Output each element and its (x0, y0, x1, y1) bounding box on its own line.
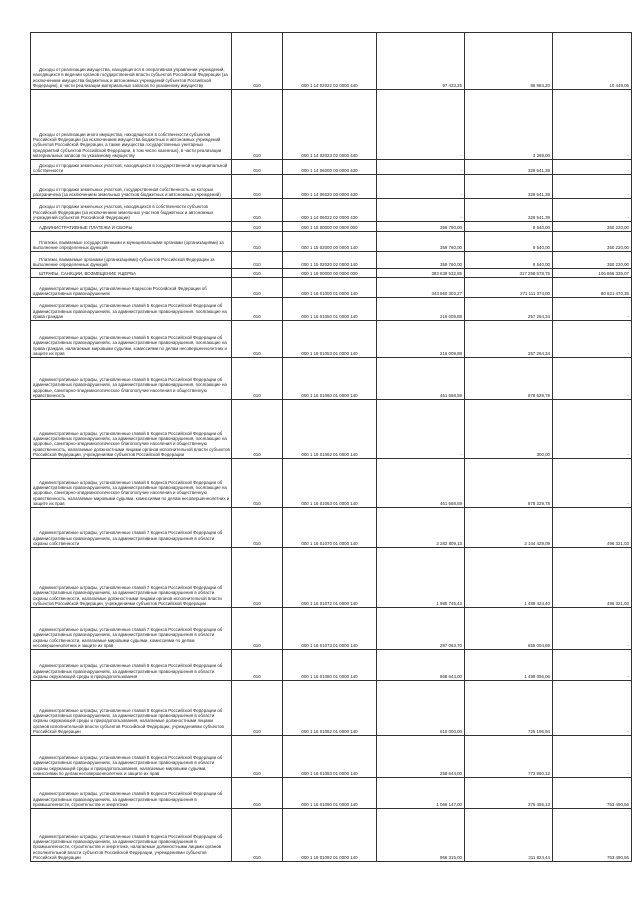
row-executed-amount: 9 540,00 (465, 222, 553, 232)
row-name: Административные штрафы, установленные главой 6 Кодекса Российской Федерации об административных правонарушениях, за административные правонарушения, посягающие на здоровье, санитарно-эпидемиологическое благополучие населения и общественную нравственность (31, 358, 232, 400)
row-code: 010 (232, 222, 283, 232)
row-unexecuted-amount: - (553, 358, 632, 400)
row-name: Административные штрафы, установленные главой 8 Кодекса Российской Федерации об административных правонарушениях, за административные правонарушения в области охраны окружающей среды и природопользования, налагаемые мировыми судьями, комиссиями по делам несовершеннолетних и защите их прав (31, 736, 232, 778)
row-code: 010 (232, 608, 283, 650)
row-code: 010 (232, 160, 283, 175)
table-row (31, 778, 632, 809)
row-unexecuted-amount: 496 321,03 (553, 508, 632, 548)
row-unexecuted-amount: - (553, 650, 632, 681)
row-approved-amount: 97 433,25 (377, 33, 465, 90)
table-row (31, 736, 632, 778)
row-code: 010 (232, 736, 283, 778)
row-kbk: 000 1 16 01073 01 0000 140 (283, 608, 377, 650)
row-executed-amount: 271 111 374,00 (465, 278, 553, 298)
row-approved-amount: - (377, 175, 465, 199)
table-row (31, 278, 632, 298)
row-approved-amount: 359 760,00 (377, 252, 465, 269)
row-approved-amount: 966 315,00 (377, 809, 465, 862)
row-kbk: 000 1 16 01092 01 0000 140 (283, 809, 377, 862)
table-row (31, 321, 632, 358)
row-code: 010 (232, 252, 283, 269)
row-kbk: 000 1 14 02023 02 0000 440 (283, 90, 377, 160)
row-executed-amount: 1 499 056,06 (465, 650, 553, 681)
row-executed-amount: 329 541,39 (465, 160, 553, 175)
row-code: 010 (232, 358, 283, 400)
row-code: 010 (232, 508, 283, 548)
row-name: Доходы от реализации иного имущества, находящегося в собственности субъектов Российской Федерации (за исключением имущества бюджетных и автономных учреждений субъектов Российской Федерации, а также имущества государственных унитарных предприятий субъектов Российской Федерации, в том числе казенных), в части реализации материальных запасов по указанному имуществу (31, 90, 232, 160)
row-approved-amount: 868 644,00 (377, 650, 465, 681)
table-row (31, 358, 632, 400)
row-approved-amount: 461 668,59 (377, 459, 465, 508)
row-approved-amount: 610 000,00 (377, 681, 465, 736)
row-kbk: 000 1 16 01062 01 0000 140 (283, 400, 377, 459)
row-kbk: 000 1 14 02022 02 0000 440 (283, 33, 377, 90)
row-approved-amount: - (377, 199, 465, 222)
row-approved-amount: 216 009,88 (377, 321, 465, 358)
row-approved-amount: 1 985 745,43 (377, 548, 465, 608)
row-code: 010 (232, 681, 283, 736)
row-name: Административные штрафы, установленные главой 9 Кодекса Российской Федерации об административных правонарушениях, за административные правонарушения в промышленности, строительстве и энергетике (31, 778, 232, 809)
row-code: 010 (232, 278, 283, 298)
row-kbk: 000 1 16 01083 01 0000 140 (283, 736, 377, 778)
table-row (31, 90, 632, 160)
table-row (31, 681, 632, 736)
row-executed-amount: 773 860,12 (465, 736, 553, 778)
table-row (31, 298, 632, 321)
row-code: 010 (232, 650, 283, 681)
row-name: Административные штрафы, установленные главой 8 Кодекса Российской Федерации об административных правонарушениях, за административные правонарушения в области охраны окружающей среды и природопользования (31, 650, 232, 681)
table-row (31, 508, 632, 548)
row-code: 010 (232, 298, 283, 321)
row-name: Платежи, взимаемые органами (организациями) субъектов Российской Федерации за выполнение определенных функций (31, 252, 232, 269)
table-row (31, 199, 632, 222)
row-name: Административные штрафы, установленные Кодексом Российской Федерации об административных правонарушениях (31, 278, 232, 298)
row-executed-amount: 878 329,78 (465, 459, 553, 508)
row-kbk: 000 1 15 02000 00 0000 140 (283, 232, 377, 252)
row-unexecuted-amount: - (553, 160, 632, 175)
row-name: АДМИНИСТРАТИВНЫЕ ПЛАТЕЖИ И СБОРЫ (31, 222, 232, 232)
row-name: Административные штрафы, установленные главой 7 Кодекса Российской Федерации об административных правонарушениях, за административные правонарушения в области охраны собственности, налагаемые мировыми судьями, комиссиями по делам несовершеннолетних и защите их прав (31, 608, 232, 650)
row-kbk: 000 1 16 01053 01 0000 140 (283, 321, 377, 358)
row-name: Административные штрафы, установленные главой 5 Кодекса Российской Федерации об административных правонарушениях, за административные правонарушения, посягающие на права граждан, налагаемые мировыми судьями, комиссиями по делам несовершеннолетних и защите их прав (31, 321, 232, 358)
row-unexecuted-amount: 350 220,00 (553, 232, 632, 252)
table-body (31, 33, 632, 862)
row-code: 010 (232, 548, 283, 608)
row-unexecuted-amount: 10 449,05 (553, 33, 632, 90)
row-name: Административные штрафы, установленные главой 7 Кодекса Российской Федерации об административных правонарушениях, за административные правонарушения в области охраны собственности, налагаемые должностными лицами органов исполнительной власти субъектов Российской Федерации, учреждениями субъектов Российской Федерации (31, 548, 232, 608)
row-code: 010 (232, 175, 283, 199)
row-approved-amount: 216 009,88 (377, 298, 465, 321)
row-approved-amount: - (377, 90, 465, 160)
row-name: ШТРАФЫ, САНКЦИИ, ВОЗМЕЩЕНИЕ УЩЕРБА (31, 269, 232, 278)
row-code: 010 (232, 199, 283, 222)
row-executed-amount: 9 540,00 (465, 252, 553, 269)
row-approved-amount: 359 760,00 (377, 232, 465, 252)
row-code: 010 (232, 269, 283, 278)
row-unexecuted-amount: - (553, 736, 632, 778)
row-unexecuted-amount: - (553, 175, 632, 199)
row-executed-amount: 317 258 578,75 (465, 269, 553, 278)
row-code: 010 (232, 33, 283, 90)
row-unexecuted-amount: - (553, 459, 632, 508)
row-unexecuted-amount: - (553, 608, 632, 650)
table-row (31, 33, 632, 90)
row-name: Административные штрафы, установленные главой 9 Кодекса Российской Федерации об административных правонарушениях, за административные правонарушения в промышленности, строительстве и энергетике, налагаемые должностными лицами органов исполнительной власти субъектов Российской Федерации, учреждениями субъектов Российской Федерации (31, 809, 232, 862)
row-name: Платежи, взимаемые государственными и муниципальными органами (организациями) за выполнение определенных функций (31, 232, 232, 252)
row-executed-amount: 211 824,44 (465, 809, 553, 862)
row-executed-amount: 2 144 429,09 (465, 508, 553, 548)
row-kbk: 000 1 16 01050 01 0000 140 (283, 298, 377, 321)
row-name: Административные штрафы, установленные главой 5 Кодекса Российской Федерации об административных правонарушениях, за административные правонарушения, посягающие на права граждан (31, 298, 232, 321)
row-kbk: 000 1 15 02020 02 0000 140 (283, 252, 377, 269)
row-name: Доходы от продажи земельных участков, находящихся в государственной и муниципальной собственности (31, 160, 232, 175)
row-code: 010 (232, 809, 283, 862)
table-row (31, 232, 632, 252)
row-executed-amount: 1 489 424,40 (465, 548, 553, 608)
row-unexecuted-amount: 350 220,00 (553, 252, 632, 269)
row-executed-amount: 725 195,94 (465, 681, 553, 736)
row-executed-amount: 878 629,78 (465, 358, 553, 400)
row-unexecuted-amount: - (553, 90, 632, 160)
row-unexecuted-amount: - (553, 298, 632, 321)
report-page (30, 32, 631, 862)
row-approved-amount: 343 660 303,27 (377, 278, 465, 298)
row-kbk: 000 1 16 01060 01 0000 140 (283, 358, 377, 400)
row-name: Административные штрафы, установленные главой 7 Кодекса Российской Федерации об административных правонарушениях, за административные правонарушения в области охраны собственности (31, 508, 232, 548)
row-kbk: 000 1 16 01072 01 0000 140 (283, 548, 377, 608)
row-approved-amount: 1 066 147,00 (377, 778, 465, 809)
row-unexecuted-amount: 80 821 470,35 (553, 278, 632, 298)
row-approved-amount: 383 639 532,85 (377, 269, 465, 278)
row-executed-amount: 300,00 (465, 400, 553, 459)
row-kbk: 000 1 14 06000 00 0000 430 (283, 160, 377, 175)
table-row (31, 809, 632, 862)
row-approved-amount: 359 760,00 (377, 222, 465, 232)
row-name: Административные штрафы, установленные главой 6 Кодекса Российской Федерации об административных правонарушениях, за административные правонарушения, посягающие на здоровье, санитарно-эпидемиологическое благополучие населения и общественную нравственность, налагаемые должностными лицами органов исполнительной власти субъектов Российской Федерации, учреждениями субъектов Российской Федерации (31, 400, 232, 459)
row-kbk: 000 1 16 01063 01 0000 140 (283, 459, 377, 508)
row-code: 010 (232, 90, 283, 160)
row-kbk: 000 1 14 06022 02 0000 430 (283, 199, 377, 222)
table-row (31, 252, 632, 269)
row-code: 010 (232, 400, 283, 459)
table-row (31, 608, 632, 650)
row-approved-amount: 258 644,00 (377, 736, 465, 778)
row-kbk: 000 1 16 01082 01 0000 140 (283, 681, 377, 736)
row-name: Доходы от продажи земельных участков, государственная собственность на которые разграничена (за исключением земельных участков бюджетных и автономных учреждений) (31, 175, 232, 199)
row-unexecuted-amount: 753 490,56 (553, 809, 632, 862)
table-row (31, 650, 632, 681)
row-executed-amount: 257 264,34 (465, 298, 553, 321)
table-row (31, 269, 632, 278)
row-unexecuted-amount: - (553, 321, 632, 358)
row-unexecuted-amount: 350 220,00 (553, 222, 632, 232)
row-unexecuted-amount: 496 321,03 (553, 548, 632, 608)
row-executed-amount: 329 541,39 (465, 175, 553, 199)
row-kbk: 000 1 16 01000 01 0000 140 (283, 278, 377, 298)
row-executed-amount: 9 540,00 (465, 232, 553, 252)
row-executed-amount: 3 269,00 (465, 90, 553, 160)
row-approved-amount: - (377, 400, 465, 459)
row-name: Административные штрафы, установленные главой 8 Кодекса Российской Федерации об административных правонарушениях, за административные правонарушения в области охраны окружающей среды и природопользования, налагаемые должностными лицами органов исполнительной власти субъектов Российской Федерации, учреждениями субъектов Российской Федерации (31, 681, 232, 736)
row-approved-amount: 461 668,59 (377, 358, 465, 400)
table-row (31, 222, 632, 232)
table-row (31, 548, 632, 608)
row-code: 010 (232, 778, 283, 809)
table-row (31, 459, 632, 508)
table-row (31, 175, 632, 199)
row-unexecuted-amount: - (553, 681, 632, 736)
row-executed-amount: 257 264,34 (465, 321, 553, 358)
row-kbk: 000 1 15 00000 00 0000 000 (283, 222, 377, 232)
row-code: 010 (232, 459, 283, 508)
row-name: Административные штрафы, установленные главой 6 Кодекса Российской Федерации об административных правонарушениях, за административные правонарушения, посягающие на здоровье, санитарно-эпидемиологическое благополучие населения и общественную нравственность, налагаемые мировыми судьями, комиссиями по делам несовершеннолетних и защите их прав (31, 459, 232, 508)
table-row (31, 400, 632, 459)
row-kbk: 000 1 14 06020 00 0000 430 (283, 175, 377, 199)
row-unexecuted-amount: 753 490,56 (553, 778, 632, 809)
row-approved-amount: 297 063,70 (377, 608, 465, 650)
row-unexecuted-amount: - (553, 400, 632, 459)
row-approved-amount: - (377, 160, 465, 175)
revenue-table (30, 32, 632, 862)
row-kbk: 000 1 16 01080 01 0000 140 (283, 650, 377, 681)
row-code: 010 (232, 232, 283, 252)
row-unexecuted-amount: 106 866 335,07 (553, 269, 632, 278)
row-kbk: 000 1 16 00000 00 0000 000 (283, 269, 377, 278)
row-executed-amount: 86 984,20 (465, 33, 553, 90)
row-approved-amount: 2 282 809,13 (377, 508, 465, 548)
row-name: Доходы от продажи земельных участков, находящихся в собственности субъектов Российской Федерации (за исключением земельных участков бюджетных и автономных учреждений субъектов Российской Федерации) (31, 199, 232, 222)
row-kbk: 000 1 16 01070 01 0000 140 (283, 508, 377, 548)
row-executed-amount: 655 004,69 (465, 608, 553, 650)
row-name: Доходы от реализации имущества, находящегося в оперативном управлении учреждений, находящихся в ведении органов государственной власти субъектов Российской Федерации (за исключением имущества бюджетных и автономных учреждений субъектов Российской Федерации), в части реализации материальных запасов по указанному имуществу (31, 33, 232, 90)
row-unexecuted-amount: - (553, 199, 632, 222)
row-code: 010 (232, 321, 283, 358)
row-executed-amount: 375 455,13 (465, 778, 553, 809)
row-kbk: 000 1 16 01090 01 0000 140 (283, 778, 377, 809)
row-executed-amount: 329 541,39 (465, 199, 553, 222)
table-row (31, 160, 632, 175)
